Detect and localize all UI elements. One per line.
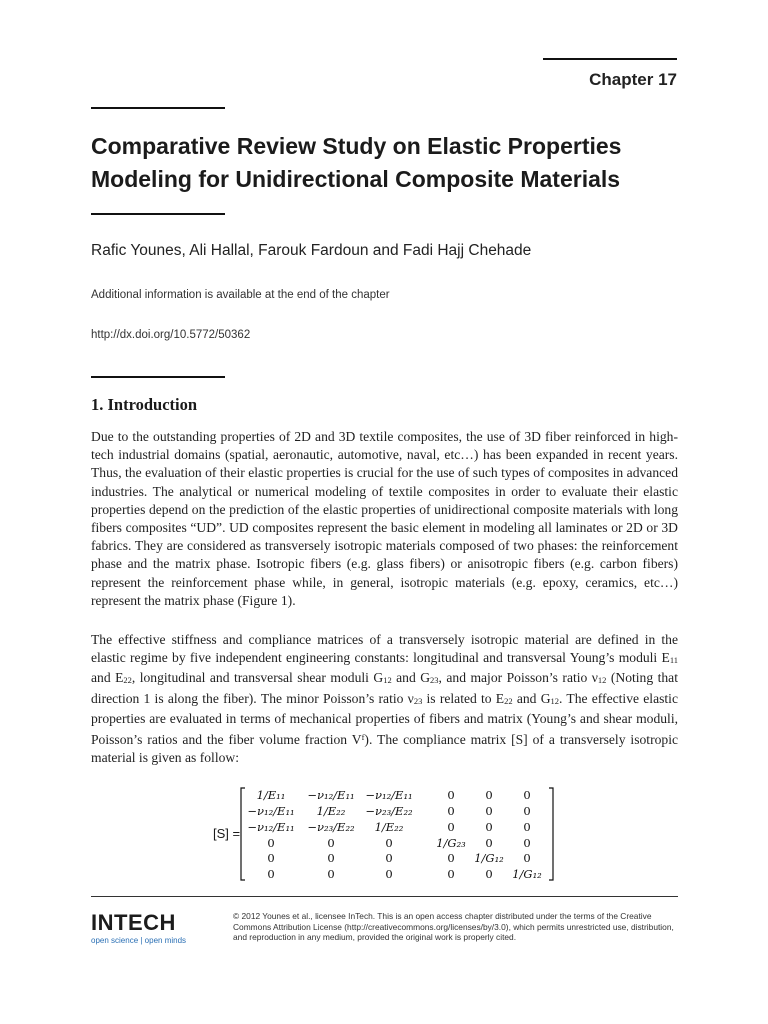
matrix-cell-r5-c4: 0 bbox=[447, 851, 455, 865]
section-heading: 1. Introduction bbox=[91, 395, 198, 414]
matrix-cell-r2-c2: 1/E₂₂ bbox=[316, 804, 346, 818]
additional-info: Additional information is available at the end of the chapter bbox=[91, 289, 390, 301]
matrix-cell-r1-c5: 0 bbox=[485, 788, 493, 802]
right-bracket bbox=[549, 788, 553, 880]
matrix-cell-r6-c6: 1/G₁₂ bbox=[512, 867, 542, 881]
matrix-cell-r3-c6: 0 bbox=[523, 820, 531, 834]
matrix-cell-r4-c4: 1/G₂₃ bbox=[436, 836, 466, 850]
matrix-cell-r4-c2: 0 bbox=[327, 836, 335, 850]
matrix-svg bbox=[239, 786, 569, 882]
matrix-cell-r1-c2: −ν₁₂/E₁₁ bbox=[307, 788, 355, 802]
matrix-cell-r5-c3: 0 bbox=[385, 851, 393, 865]
matrix-cell-r2-c1: −ν₁₂/E₁₁ bbox=[247, 804, 295, 818]
matrix-cell-r6-c4: 0 bbox=[447, 867, 455, 881]
doi-link[interactable]: http://dx.doi.org/10.5772/50362 bbox=[91, 329, 251, 341]
matrix-cell-r3-c3: 1/E₂₂ bbox=[374, 820, 404, 834]
matrix-cell-r2-c5: 0 bbox=[485, 804, 493, 818]
paragraph-2: The effective stiffness and compliance matrices of a transversely isotropic material are defined in the elastic regime by five independent engineering constants: longitudinal and transversal Young’s moduli $E_{11}$ and $E_{22}$, longitudinal and transversal shear moduli $G_{12}$ and $G_{23}$, and major Poisson’s ratio $\nu_{12}$ (Noting that direction 1 is along the fiber). The minor Poisson’s ratio $\nu_{23}$ is related to $E_{22}$ and $G_{12}$. The effective elastic properties are evaluated in terms of mechanical properties of fibers and matrix (Young’s and shear moduli, Poisson’s ratios and the fiber volume fraction $V^f$). The compliance matrix [S] of a transversely isotropic material is given as follow: bbox=[91, 632, 679, 766]
license-text: © 2012 Younes et al., licensee InTech. This is an open access chapter distributed under the terms of the Creative Commons Attribution License (http://creativecommons.org/licenses/by/3.0), which permits unrestricted use, distribution, and reproduction in any medium, provided the original work is properly cited. bbox=[233, 911, 674, 942]
matrix-label: [S] = bbox=[213, 826, 241, 841]
logo-tagline: open science | open minds bbox=[91, 936, 187, 945]
matrix-cell-r4-c5: 0 bbox=[485, 836, 493, 850]
matrix-cell-r1-c6: 0 bbox=[523, 788, 531, 802]
matrix-cell-r3-c4: 0 bbox=[447, 820, 455, 834]
section-rule bbox=[91, 376, 225, 378]
matrix-cell-r2-c6: 0 bbox=[523, 804, 531, 818]
intech-logo bbox=[91, 910, 186, 945]
title-rule-bottom bbox=[91, 213, 225, 215]
title-line-2: Modeling for Unidirectional Composite Materials bbox=[91, 166, 621, 192]
title-rule-top bbox=[91, 107, 225, 109]
matrix-cell-r5-c2: 0 bbox=[327, 851, 335, 865]
matrix-cell-r3-c5: 0 bbox=[485, 820, 493, 834]
matrix-cell-r1-c4: 0 bbox=[447, 788, 455, 802]
matrix-cell-r2-c3: −ν₂₃/E₂₂ bbox=[365, 804, 413, 818]
matrix-cell-r3-c1: −ν₁₂/E₁₁ bbox=[247, 820, 295, 834]
matrix-cell-r6-c5: 0 bbox=[485, 867, 493, 881]
matrix-cell-r6-c2: 0 bbox=[327, 867, 335, 881]
matrix-cell-r1-c1: 1/E₁₁ bbox=[256, 788, 286, 802]
paragraph-1: Due to the outstanding properties of 2D and 3D textile composites, the use of 3D fiber reinforced in high-tech industrial domains (spatial, aeronautic, automotive, naval, etc…) has been expanded in recent years. Thus, the evaluation of their elastic properties is crucial for the use of such types of composites in advanced industries. The analytical or numerical modeling of textile composites in order to evaluate their elastic properties depend on the prediction of the elastic properties of unidirectional composite materials with long fibers composites “UD”. UD composites represent the basic element in modeling all laminates or 2D or 3D fabrics. They are considered as transversely isotropic materials composed of two phases: the reinforcement phase and the matrix phase. Isotropic fibers (e.g. glass fibers) or anisotropic fibers (e.g. carbon fibers) represent the reinforcement phase while, in general, isotropic materials (e.g. epoxy, ceramics, etc…) represent the matrix phase (Figure 1). bbox=[91, 429, 678, 608]
matrix-cell-r5-c5: 1/G₁₂ bbox=[474, 851, 504, 865]
header-rule bbox=[543, 58, 677, 60]
logo-text: INTECH bbox=[91, 910, 176, 935]
matrix-cell-r2-c4: 0 bbox=[447, 804, 455, 818]
compliance-matrix bbox=[213, 786, 573, 882]
authors: Rafic Younes, Ali Hallal, Farouk Fardoun and Fadi Hajj Chehade bbox=[91, 242, 532, 259]
matrix-cell-r4-c1: 0 bbox=[267, 836, 275, 850]
matrix-cell-r6-c3: 0 bbox=[385, 867, 393, 881]
matrix-cell-r6-c1: 0 bbox=[267, 867, 275, 881]
matrix-cell-r5-c6: 0 bbox=[523, 851, 531, 865]
matrix-cell-r4-c3: 0 bbox=[385, 836, 393, 850]
footer-rule bbox=[91, 896, 678, 897]
paper-title bbox=[91, 130, 691, 196]
matrix-cell-r4-c6: 0 bbox=[523, 836, 531, 850]
matrix-cell-r5-c1: 0 bbox=[267, 851, 275, 865]
matrix-cell-r3-c2: −ν₂₃/E₂₂ bbox=[307, 820, 355, 834]
title-line-1: Comparative Review Study on Elastic Properties bbox=[91, 133, 622, 159]
matrix-cell-r1-c3: −ν₁₂/E₁₁ bbox=[365, 788, 413, 802]
left-bracket bbox=[241, 788, 245, 880]
chapter-label: Chapter 17 bbox=[589, 70, 677, 89]
